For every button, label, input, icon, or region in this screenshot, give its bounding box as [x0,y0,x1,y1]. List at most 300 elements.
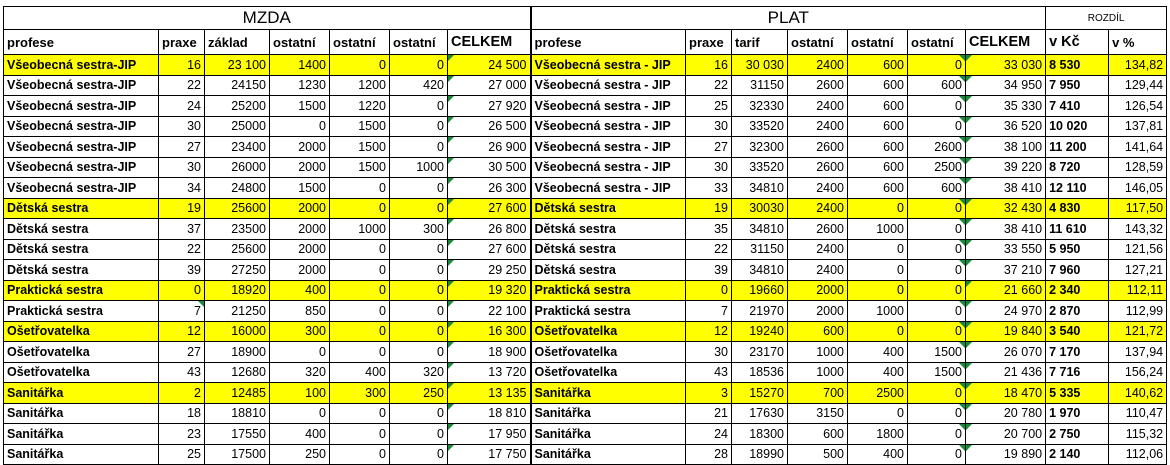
cell-plat-celkem[interactable]: 24 970 [966,301,1046,322]
cell-plat-ostatni-2[interactable]: 600 [848,55,908,76]
cell-plat-ostatni-2[interactable]: 2500 [848,383,908,404]
cell-plat-praxe[interactable]: 12 [686,321,732,342]
cell-mzda-celkem[interactable]: 18 810 [448,403,531,424]
cell-mzda-ostatni-3[interactable]: 0 [390,424,448,445]
cell-rozdil-pct[interactable]: 137,81 [1109,116,1167,137]
header-plat-praxe[interactable]: praxe [686,30,732,55]
cell-plat-praxe[interactable]: 30 [686,342,732,363]
cell-mzda-praxe[interactable]: 12 [159,321,205,342]
cell-mzda-zaklad[interactable]: 18900 [205,342,270,363]
cell-plat-ostatni-1[interactable]: 500 [788,444,848,465]
cell-mzda-ostatni-2[interactable]: 1000 [330,219,390,240]
cell-mzda-ostatni-2[interactable]: 0 [330,260,390,281]
cell-rozdil-pct[interactable]: 137,94 [1109,342,1167,363]
cell-plat-profese[interactable]: Všeobecná sestra - JIP [531,157,686,178]
cell-plat-tarif[interactable]: 23170 [732,342,788,363]
cell-plat-ostatni-1[interactable]: 2600 [788,219,848,240]
cell-rozdil-pct[interactable]: 156,24 [1109,362,1167,383]
cell-mzda-zaklad[interactable]: 18810 [205,403,270,424]
cell-plat-profese[interactable]: Dětská sestra [531,219,686,240]
cell-mzda-ostatni-3[interactable]: 300 [390,219,448,240]
cell-mzda-ostatni-3[interactable]: 0 [390,280,448,301]
cell-plat-profese[interactable]: Všeobecná sestra - JIP [531,116,686,137]
cell-rozdil-pct[interactable]: 129,44 [1109,75,1167,96]
cell-plat-tarif[interactable]: 34810 [732,219,788,240]
cell-rozdil-kc[interactable]: 8 720 [1046,157,1109,178]
cell-mzda-praxe[interactable]: 37 [159,219,205,240]
cell-mzda-zaklad[interactable]: 27250 [205,260,270,281]
cell-mzda-ostatni-1[interactable]: 2000 [270,239,330,260]
cell-mzda-ostatni-3[interactable]: 250 [390,383,448,404]
cell-mzda-zaklad[interactable]: 16000 [205,321,270,342]
cell-plat-praxe[interactable]: 39 [686,260,732,281]
cell-plat-celkem[interactable]: 19 890 [966,444,1046,465]
cell-plat-ostatni-2[interactable]: 600 [848,116,908,137]
cell-mzda-praxe[interactable]: 25 [159,444,205,465]
cell-plat-celkem[interactable]: 20 700 [966,424,1046,445]
cell-mzda-ostatni-2[interactable]: 1500 [330,157,390,178]
cell-plat-celkem[interactable]: 38 100 [966,137,1046,158]
cell-mzda-celkem[interactable]: 19 320 [448,280,531,301]
cell-rozdil-kc[interactable]: 12 110 [1046,178,1109,199]
cell-mzda-profese[interactable]: Dětská sestra [4,198,159,219]
cell-rozdil-kc[interactable]: 7 170 [1046,342,1109,363]
cell-plat-ostatni-3[interactable]: 0 [908,55,966,76]
cell-plat-tarif[interactable]: 31150 [732,75,788,96]
cell-mzda-ostatni-3[interactable]: 320 [390,362,448,383]
cell-mzda-praxe[interactable]: 30 [159,116,205,137]
cell-mzda-ostatni-2[interactable]: 0 [330,321,390,342]
cell-mzda-profese[interactable]: Všeobecná sestra-JIP [4,96,159,117]
cell-rozdil-kc[interactable]: 2 340 [1046,280,1109,301]
cell-plat-ostatni-2[interactable]: 0 [848,260,908,281]
header-mzda-ostatni-3[interactable]: ostatní [390,30,448,55]
cell-plat-profese[interactable]: Ošetřovatelka [531,362,686,383]
cell-mzda-ostatni-2[interactable]: 0 [330,198,390,219]
cell-mzda-ostatni-3[interactable]: 0 [390,403,448,424]
cell-plat-ostatni-2[interactable]: 400 [848,342,908,363]
cell-mzda-celkem[interactable]: 27 600 [448,239,531,260]
cell-mzda-profese[interactable]: Sanitářka [4,383,159,404]
cell-plat-ostatni-2[interactable]: 600 [848,96,908,117]
cell-rozdil-pct[interactable]: 115,32 [1109,424,1167,445]
cell-rozdil-kc[interactable]: 2 140 [1046,444,1109,465]
cell-mzda-ostatni-3[interactable]: 420 [390,75,448,96]
cell-mzda-celkem[interactable]: 29 250 [448,260,531,281]
cell-mzda-celkem[interactable]: 17 750 [448,444,531,465]
cell-plat-tarif[interactable]: 34810 [732,178,788,199]
cell-plat-ostatni-2[interactable]: 0 [848,198,908,219]
cell-mzda-ostatni-3[interactable]: 0 [390,96,448,117]
cell-mzda-ostatni-3[interactable]: 0 [390,198,448,219]
cell-mzda-profese[interactable]: Ošetřovatelka [4,321,159,342]
cell-mzda-ostatni-1[interactable]: 2000 [270,157,330,178]
cell-mzda-zaklad[interactable]: 18920 [205,280,270,301]
cell-mzda-ostatni-2[interactable]: 1500 [330,116,390,137]
cell-plat-profese[interactable]: Ošetřovatelka [531,342,686,363]
cell-plat-ostatni-3[interactable]: 0 [908,198,966,219]
cell-mzda-ostatni-2[interactable]: 0 [330,301,390,322]
cell-mzda-ostatni-1[interactable]: 0 [270,116,330,137]
cell-plat-profese[interactable]: Všeobecná sestra - JIP [531,178,686,199]
cell-plat-profese[interactable]: Sanitářka [531,424,686,445]
cell-mzda-zaklad[interactable]: 25200 [205,96,270,117]
cell-rozdil-kc[interactable]: 7 716 [1046,362,1109,383]
cell-mzda-celkem[interactable]: 16 300 [448,321,531,342]
cell-mzda-ostatni-1[interactable]: 1400 [270,55,330,76]
cell-mzda-profese[interactable]: Sanitářka [4,424,159,445]
cell-mzda-praxe[interactable]: 39 [159,260,205,281]
cell-plat-praxe[interactable]: 3 [686,383,732,404]
cell-mzda-ostatni-2[interactable]: 1200 [330,75,390,96]
group-mzda[interactable]: MZDA [4,7,531,30]
cell-mzda-praxe[interactable]: 43 [159,362,205,383]
cell-plat-praxe[interactable]: 27 [686,137,732,158]
cell-mzda-ostatni-1[interactable]: 2000 [270,198,330,219]
cell-mzda-profese[interactable]: Všeobecná sestra-JIP [4,116,159,137]
cell-mzda-celkem[interactable]: 27 920 [448,96,531,117]
cell-plat-ostatni-2[interactable]: 600 [848,178,908,199]
cell-plat-tarif[interactable]: 30030 [732,198,788,219]
cell-mzda-praxe[interactable]: 0 [159,280,205,301]
cell-plat-celkem[interactable]: 26 070 [966,342,1046,363]
cell-plat-tarif[interactable]: 30 030 [732,55,788,76]
cell-plat-celkem[interactable]: 20 780 [966,403,1046,424]
cell-rozdil-pct[interactable]: 121,72 [1109,321,1167,342]
cell-mzda-ostatni-1[interactable]: 2000 [270,137,330,158]
cell-mzda-praxe[interactable]: 24 [159,96,205,117]
cell-plat-ostatni-1[interactable]: 2400 [788,96,848,117]
cell-plat-celkem[interactable]: 36 520 [966,116,1046,137]
cell-plat-tarif[interactable]: 31150 [732,239,788,260]
cell-mzda-ostatni-1[interactable]: 0 [270,342,330,363]
cell-plat-ostatni-1[interactable]: 600 [788,424,848,445]
cell-mzda-zaklad[interactable]: 17550 [205,424,270,445]
header-plat-ostatni-3[interactable]: ostatní [908,30,966,55]
cell-mzda-praxe[interactable]: 18 [159,403,205,424]
cell-plat-ostatni-1[interactable]: 1000 [788,362,848,383]
cell-mzda-ostatni-2[interactable]: 1220 [330,96,390,117]
cell-plat-ostatni-3[interactable]: 0 [908,444,966,465]
cell-plat-profese[interactable]: Dětská sestra [531,239,686,260]
cell-plat-ostatni-3[interactable]: 0 [908,239,966,260]
cell-mzda-ostatni-1[interactable]: 2000 [270,260,330,281]
cell-plat-profese[interactable]: Sanitářka [531,403,686,424]
cell-mzda-praxe[interactable]: 30 [159,157,205,178]
cell-mzda-ostatni-1[interactable]: 400 [270,280,330,301]
cell-plat-ostatni-1[interactable]: 2400 [788,260,848,281]
cell-mzda-ostatni-1[interactable]: 1500 [270,178,330,199]
cell-plat-ostatni-1[interactable]: 2000 [788,301,848,322]
cell-plat-tarif[interactable]: 19240 [732,321,788,342]
cell-plat-ostatni-3[interactable]: 0 [908,96,966,117]
cell-plat-ostatni-1[interactable]: 2400 [788,239,848,260]
cell-plat-praxe[interactable]: 0 [686,280,732,301]
cell-plat-praxe[interactable]: 35 [686,219,732,240]
cell-mzda-profese[interactable]: Všeobecná sestra-JIP [4,157,159,178]
cell-mzda-praxe[interactable]: 22 [159,75,205,96]
cell-mzda-ostatni-2[interactable]: 1500 [330,137,390,158]
cell-mzda-ostatni-2[interactable]: 0 [330,403,390,424]
cell-plat-ostatni-3[interactable]: 600 [908,178,966,199]
cell-plat-ostatni-3[interactable]: 0 [908,383,966,404]
cell-plat-tarif[interactable]: 33520 [732,116,788,137]
cell-mzda-zaklad[interactable]: 12485 [205,383,270,404]
cell-plat-ostatni-1[interactable]: 2600 [788,137,848,158]
cell-mzda-celkem[interactable]: 27 600 [448,198,531,219]
cell-mzda-celkem[interactable]: 30 500 [448,157,531,178]
cell-plat-celkem[interactable]: 39 220 [966,157,1046,178]
cell-mzda-ostatni-2[interactable]: 400 [330,362,390,383]
cell-plat-ostatni-2[interactable]: 0 [848,280,908,301]
cell-mzda-ostatni-3[interactable]: 0 [390,178,448,199]
cell-mzda-celkem[interactable]: 26 300 [448,178,531,199]
cell-mzda-celkem[interactable]: 13 135 [448,383,531,404]
cell-rozdil-pct[interactable]: 126,54 [1109,96,1167,117]
cell-plat-celkem[interactable]: 38 410 [966,219,1046,240]
cell-mzda-ostatni-3[interactable]: 0 [390,137,448,158]
cell-rozdil-kc[interactable]: 11 610 [1046,219,1109,240]
cell-plat-ostatni-3[interactable]: 0 [908,280,966,301]
cell-rozdil-kc[interactable]: 5 950 [1046,239,1109,260]
cell-plat-praxe[interactable]: 22 [686,239,732,260]
cell-rozdil-kc[interactable]: 8 530 [1046,55,1109,76]
cell-plat-ostatni-3[interactable]: 1500 [908,342,966,363]
cell-rozdil-pct[interactable]: 141,64 [1109,137,1167,158]
cell-mzda-profese[interactable]: Všeobecná sestra-JIP [4,75,159,96]
cell-plat-profese[interactable]: Všeobecná sestra - JIP [531,96,686,117]
cell-rozdil-kc[interactable]: 4 830 [1046,198,1109,219]
cell-plat-ostatni-1[interactable]: 2400 [788,198,848,219]
cell-mzda-ostatni-2[interactable]: 0 [330,239,390,260]
cell-mzda-praxe[interactable]: 16 [159,55,205,76]
cell-plat-tarif[interactable]: 34810 [732,260,788,281]
cell-rozdil-kc[interactable]: 11 200 [1046,137,1109,158]
cell-plat-ostatni-1[interactable]: 1000 [788,342,848,363]
cell-mzda-zaklad[interactable]: 23400 [205,137,270,158]
cell-rozdil-pct[interactable]: 112,06 [1109,444,1167,465]
group-rozdil[interactable]: ROZDÍL [1046,7,1167,30]
cell-plat-profese[interactable]: Dětská sestra [531,260,686,281]
cell-plat-ostatni-2[interactable]: 400 [848,362,908,383]
header-plat-tarif[interactable]: tarif [732,30,788,55]
cell-plat-ostatni-3[interactable]: 0 [908,301,966,322]
header-mzda-profese[interactable]: profese [4,30,159,55]
cell-plat-tarif[interactable]: 33520 [732,157,788,178]
header-plat-ostatni-1[interactable]: ostatní [788,30,848,55]
cell-mzda-ostatni-3[interactable]: 0 [390,116,448,137]
cell-mzda-praxe[interactable]: 27 [159,137,205,158]
cell-rozdil-pct[interactable]: 127,21 [1109,260,1167,281]
cell-plat-celkem[interactable]: 32 430 [966,198,1046,219]
cell-plat-profese[interactable]: Praktická sestra [531,280,686,301]
cell-mzda-ostatni-3[interactable]: 0 [390,301,448,322]
cell-mzda-zaklad[interactable]: 25000 [205,116,270,137]
cell-mzda-ostatni-2[interactable]: 0 [330,280,390,301]
cell-plat-profese[interactable]: Všeobecná sestra - JIP [531,137,686,158]
cell-plat-celkem[interactable]: 37 210 [966,260,1046,281]
cell-mzda-ostatni-1[interactable]: 100 [270,383,330,404]
cell-plat-ostatni-1[interactable]: 2600 [788,75,848,96]
cell-mzda-celkem[interactable]: 18 900 [448,342,531,363]
header-mzda-ostatni-1[interactable]: ostatní [270,30,330,55]
cell-mzda-ostatni-3[interactable]: 0 [390,55,448,76]
cell-plat-celkem[interactable]: 38 410 [966,178,1046,199]
cell-plat-ostatni-2[interactable]: 600 [848,75,908,96]
cell-rozdil-pct[interactable]: 134,82 [1109,55,1167,76]
cell-plat-ostatni-2[interactable]: 0 [848,239,908,260]
cell-plat-ostatni-3[interactable]: 600 [908,75,966,96]
cell-rozdil-pct[interactable]: 112,99 [1109,301,1167,322]
cell-plat-ostatni-1[interactable]: 2400 [788,55,848,76]
cell-plat-ostatni-1[interactable]: 2600 [788,157,848,178]
cell-mzda-celkem[interactable]: 26 900 [448,137,531,158]
cell-mzda-profese[interactable]: Dětská sestra [4,239,159,260]
cell-plat-celkem[interactable]: 21 436 [966,362,1046,383]
cell-plat-celkem[interactable]: 19 840 [966,321,1046,342]
cell-rozdil-pct[interactable]: 143,32 [1109,219,1167,240]
cell-plat-ostatni-3[interactable]: 0 [908,424,966,445]
cell-plat-praxe[interactable]: 22 [686,75,732,96]
cell-mzda-ostatni-3[interactable]: 0 [390,342,448,363]
cell-plat-celkem[interactable]: 33 030 [966,55,1046,76]
cell-mzda-ostatni-3[interactable]: 0 [390,321,448,342]
cell-plat-praxe[interactable]: 24 [686,424,732,445]
cell-mzda-ostatni-3[interactable]: 0 [390,239,448,260]
cell-mzda-ostatni-1[interactable]: 300 [270,321,330,342]
cell-plat-ostatni-3[interactable]: 0 [908,403,966,424]
cell-mzda-zaklad[interactable]: 23 100 [205,55,270,76]
cell-mzda-ostatni-1[interactable]: 0 [270,403,330,424]
cell-plat-celkem[interactable]: 33 550 [966,239,1046,260]
cell-mzda-celkem[interactable]: 26 800 [448,219,531,240]
cell-mzda-zaklad[interactable]: 24150 [205,75,270,96]
cell-plat-ostatni-2[interactable]: 1800 [848,424,908,445]
cell-rozdil-kc[interactable]: 7 960 [1046,260,1109,281]
cell-rozdil-kc[interactable]: 5 335 [1046,383,1109,404]
cell-mzda-profese[interactable]: Ošetřovatelka [4,362,159,383]
cell-rozdil-pct[interactable]: 146,05 [1109,178,1167,199]
cell-mzda-profese[interactable]: Všeobecná sestra-JIP [4,137,159,158]
cell-mzda-praxe[interactable]: 7 [159,301,205,322]
cell-mzda-praxe[interactable]: 22 [159,239,205,260]
cell-rozdil-pct[interactable]: 128,59 [1109,157,1167,178]
cell-mzda-ostatni-1[interactable]: 250 [270,444,330,465]
cell-rozdil-kc[interactable]: 2 870 [1046,301,1109,322]
cell-mzda-zaklad[interactable]: 17500 [205,444,270,465]
cell-mzda-ostatni-3[interactable]: 0 [390,444,448,465]
header-mzda-ostatni-2[interactable]: ostatní [330,30,390,55]
cell-plat-tarif[interactable]: 17630 [732,403,788,424]
cell-rozdil-kc[interactable]: 7 950 [1046,75,1109,96]
cell-plat-praxe[interactable]: 16 [686,55,732,76]
cell-mzda-zaklad[interactable]: 25600 [205,239,270,260]
cell-plat-ostatni-2[interactable]: 600 [848,157,908,178]
cell-mzda-ostatni-2[interactable]: 0 [330,178,390,199]
cell-plat-ostatni-1[interactable]: 2400 [788,116,848,137]
cell-mzda-praxe[interactable]: 23 [159,424,205,445]
cell-mzda-ostatni-1[interactable]: 320 [270,362,330,383]
cell-plat-tarif[interactable]: 15270 [732,383,788,404]
cell-plat-ostatni-1[interactable]: 600 [788,321,848,342]
cell-mzda-celkem[interactable]: 22 100 [448,301,531,322]
cell-rozdil-kc[interactable]: 10 020 [1046,116,1109,137]
cell-plat-profese[interactable]: Sanitářka [531,383,686,404]
cell-mzda-ostatni-1[interactable]: 1500 [270,96,330,117]
cell-mzda-praxe[interactable]: 27 [159,342,205,363]
cell-plat-tarif[interactable]: 18536 [732,362,788,383]
cell-rozdil-pct[interactable]: 117,50 [1109,198,1167,219]
cell-plat-profese[interactable]: Všeobecná sestra - JIP [531,75,686,96]
cell-plat-ostatni-3[interactable]: 2600 [908,137,966,158]
cell-mzda-praxe[interactable]: 2 [159,383,205,404]
cell-mzda-profese[interactable]: Ošetřovatelka [4,342,159,363]
header-plat-celkem[interactable]: CELKEM [966,30,1046,55]
cell-mzda-ostatni-1[interactable]: 1230 [270,75,330,96]
cell-mzda-zaklad[interactable]: 12680 [205,362,270,383]
cell-plat-tarif[interactable]: 21970 [732,301,788,322]
cell-rozdil-pct[interactable]: 110,47 [1109,403,1167,424]
cell-plat-tarif[interactable]: 32330 [732,96,788,117]
cell-mzda-profese[interactable]: Dětská sestra [4,260,159,281]
cell-mzda-ostatni-2[interactable]: 0 [330,342,390,363]
cell-mzda-celkem[interactable]: 13 720 [448,362,531,383]
cell-plat-celkem[interactable]: 18 470 [966,383,1046,404]
header-rozdil-pct[interactable]: v % [1109,30,1167,55]
cell-mzda-profese[interactable]: Sanitářka [4,444,159,465]
cell-mzda-ostatni-3[interactable]: 1000 [390,157,448,178]
cell-plat-tarif[interactable]: 32300 [732,137,788,158]
cell-plat-ostatni-1[interactable]: 2000 [788,280,848,301]
cell-mzda-zaklad[interactable]: 23500 [205,219,270,240]
cell-plat-ostatni-3[interactable]: 1500 [908,362,966,383]
cell-plat-tarif[interactable]: 18300 [732,424,788,445]
cell-mzda-celkem[interactable]: 26 500 [448,116,531,137]
cell-mzda-celkem[interactable]: 24 500 [448,55,531,76]
cell-rozdil-kc[interactable]: 3 540 [1046,321,1109,342]
cell-rozdil-pct[interactable]: 121,56 [1109,239,1167,260]
cell-plat-celkem[interactable]: 35 330 [966,96,1046,117]
cell-plat-praxe[interactable]: 30 [686,157,732,178]
cell-mzda-celkem[interactable]: 27 000 [448,75,531,96]
cell-plat-profese[interactable]: Praktická sestra [531,301,686,322]
header-rozdil-kc[interactable]: v Kč [1046,30,1109,55]
cell-mzda-ostatni-2[interactable]: 0 [330,55,390,76]
cell-plat-ostatni-2[interactable]: 1000 [848,219,908,240]
cell-plat-profese[interactable]: Dětská sestra [531,198,686,219]
cell-rozdil-kc[interactable]: 2 750 [1046,424,1109,445]
cell-plat-ostatni-3[interactable]: 0 [908,260,966,281]
cell-plat-ostatni-2[interactable]: 0 [848,321,908,342]
header-mzda-praxe[interactable]: praxe [159,30,205,55]
cell-plat-praxe[interactable]: 7 [686,301,732,322]
cell-mzda-praxe[interactable]: 19 [159,198,205,219]
cell-mzda-ostatni-2[interactable]: 0 [330,444,390,465]
cell-plat-praxe[interactable]: 33 [686,178,732,199]
cell-plat-profese[interactable]: Ošetřovatelka [531,321,686,342]
cell-rozdil-kc[interactable]: 7 410 [1046,96,1109,117]
cell-mzda-profese[interactable]: Praktická sestra [4,280,159,301]
header-plat-profese[interactable]: profese [531,30,686,55]
header-mzda-celkem[interactable]: CELKEM [448,30,531,55]
cell-mzda-celkem[interactable]: 17 950 [448,424,531,445]
cell-plat-tarif[interactable]: 18990 [732,444,788,465]
cell-mzda-zaklad[interactable]: 24800 [205,178,270,199]
cell-plat-ostatni-3[interactable]: 2500 [908,157,966,178]
cell-mzda-zaklad[interactable]: 25600 [205,198,270,219]
cell-mzda-profese[interactable]: Praktická sestra [4,301,159,322]
cell-rozdil-pct[interactable]: 140,62 [1109,383,1167,404]
